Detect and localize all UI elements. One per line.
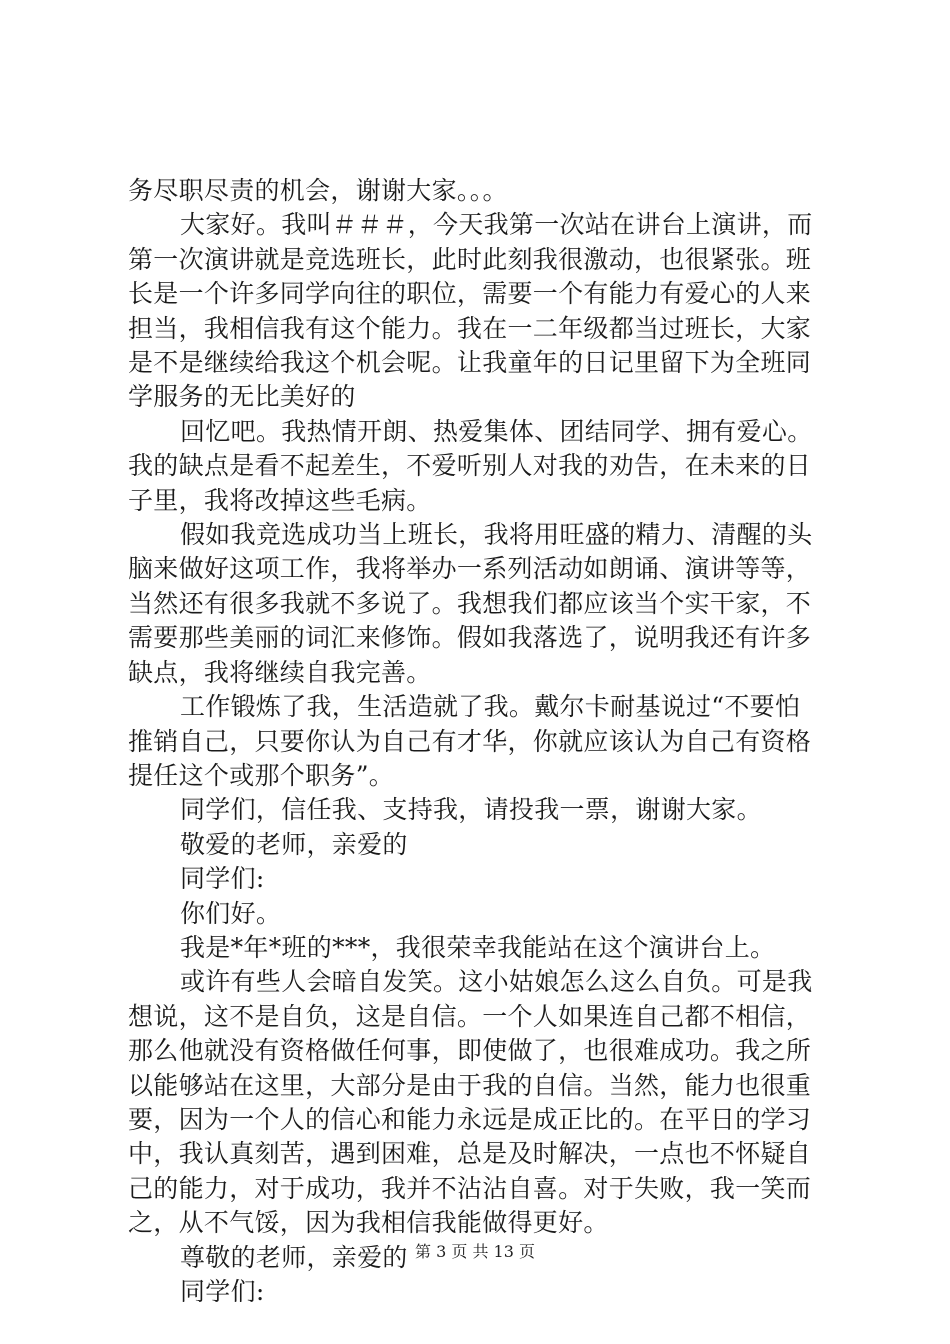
text-line: 担当，我相信我有这个能力。我在一二年级都当过班长，大家 [128,313,812,343]
text-line: 以能够站在这里，大部分是由于我的自信。当然，能力也很重 [128,1070,812,1100]
text-line: 提任这个或那个职务”。 [128,760,395,790]
text-line: 尊敬的老师，亲爱的 [180,1242,408,1272]
text-line: 假如我竞选成功当上班长，我将用旺盛的精力、清醒的头 [180,520,813,550]
text-line: 当然还有很多我就不多说了。我想我们都应该当个实干家，不 [128,588,812,618]
text-line: 子里，我将改掉这些毛病。 [128,485,432,515]
text-line: 中，我认真刻苦，遇到困难，总是及时解决，一点也不怀疑自 [128,1139,812,1169]
text-line: 那么他就没有资格做任何事，即使做了，也很难成功。我之所 [128,1036,812,1066]
text-line: 工作锻炼了我，生活造就了我。戴尔卡耐基说过“不要怕 [180,692,801,722]
text-line: 推销自己，只要你认为自己有才华，你就应该认为自己有资格 [128,726,812,756]
text-line: 之，从不气馁，因为我相信我能做得更好。 [128,1208,609,1238]
text-line: 回忆吧。我热情开朗、热爱集体、团结同学、拥有爱心。 [180,416,813,446]
text-line: 第一次演讲就是竞选班长，此时此刻我很激动，也很紧张。班 [128,244,812,274]
text-line: 我是*年*班的***，我很荣幸我能站在这个演讲台上。 [180,932,776,962]
text-line: 脑来做好这项工作，我将举办一系列活动如朗诵、演讲等等， [128,554,812,584]
text-line: 想说，这不是自负，这是自信。一个人如果连自己都不相信， [128,1001,812,1031]
text-line: 己的能力，对于成功，我并不沾沾自喜。对于失败，我一笑而 [128,1173,812,1203]
text-line: 长是一个许多同学向往的职位，需要一个有能力有爱心的人来 [128,279,812,309]
text-line: 大家好。我叫＃＃＃，今天我第一次站在讲台上演讲，而 [180,210,813,240]
text-line: 同学们: [180,1277,265,1306]
text-line: 同学们: [180,864,265,894]
page-footer: 第 3 页 共 13 页 [415,1242,535,1261]
text-line: 同学们，信任我、支持我，请投我一票，谢谢大家。 [180,795,762,825]
text-line: 敬爱的老师，亲爱的 [180,829,408,859]
text-line: 或许有些人会暗自发笑。这小姑娘怎么这么自负。可是我 [180,967,813,997]
text-line: 你们好。 [180,898,282,928]
text-line: 需要那些美丽的词汇来修饰。假如我落选了，说明我还有许多 [128,623,812,653]
text-line: 务尽职尽责的机会，谢谢大家。。。 [128,176,508,205]
text-line: 是不是继续给我这个机会呢。让我童年的日记里留下为全班同 [128,348,812,378]
text-line: 缺点，我将继续自我完善。 [128,657,432,687]
body-text [128,174,844,1309]
text-line: 学服务的无比美好的 [128,382,356,412]
text-line: 我的缺点是看不起差生，不爱听别人对我的劝告，在未来的日 [128,451,812,481]
text-line: 要，因为一个人的信心和能力永远是成正比的。在平日的学习 [128,1104,812,1134]
